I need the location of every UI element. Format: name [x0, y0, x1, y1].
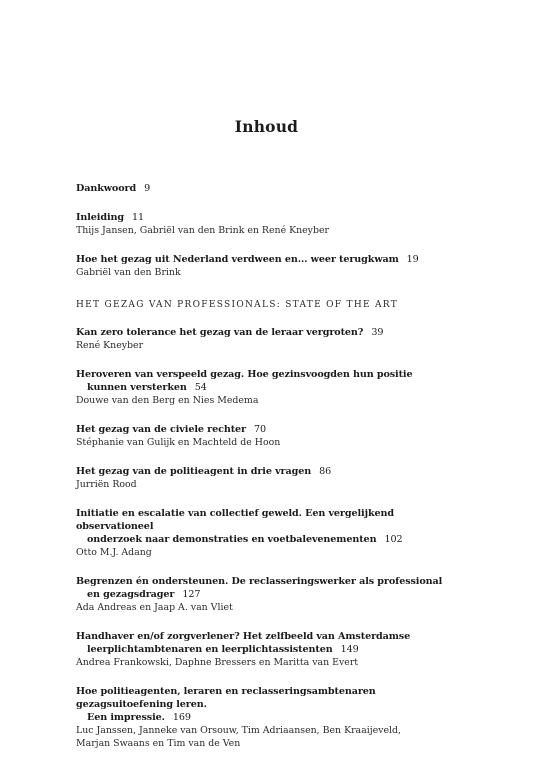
- toc-entry: [76, 465, 456, 491]
- toc-entry-authors: Douwe van den Berg en Nies Medema: [76, 395, 259, 406]
- toc-entry-authors: Marjan Swaans en Tim van de Ven: [76, 738, 241, 749]
- toc-entry-authors: Luc Janssen, Janneke van Orsouw, Tim Adriaansen, Ben Kraaijeveld,: [76, 725, 402, 736]
- toc-entry-authors: Jurriën Rood: [76, 479, 137, 490]
- toc-entry: [76, 211, 456, 237]
- toc-page-number: 19: [406, 254, 419, 265]
- toc-entry-title: [76, 253, 456, 266]
- toc-entry-title-line: Heroveren van verspeeld gezag. Hoe gezinsvoogden hun positie: [76, 369, 413, 380]
- toc-page-number: 86: [319, 466, 332, 477]
- toc-page-number: 169: [172, 712, 191, 723]
- toc-entry-title: [76, 507, 456, 546]
- toc-entry-title-line: Hoe politieagenten, leraren en reclasseringsambtenaren gezagsuitoefening leren.: [76, 686, 376, 710]
- toc-entry-authors: René Kneyber: [76, 340, 144, 351]
- toc-entry-title-line: Initiatie en escalatie van collectief geweld. Een vergelijkend observationeel: [76, 508, 394, 532]
- toc-page-number: 39: [371, 327, 384, 338]
- toc-entry-authors: Gabriël van den Brink: [76, 267, 181, 278]
- toc-entry: [76, 253, 456, 279]
- section-heading: HET GEZAG VAN PROFESSIONALS: STATE OF THE ART: [76, 300, 399, 310]
- toc-entry: [76, 575, 456, 614]
- toc-entry: [76, 368, 456, 407]
- page-title: Inhoud: [234, 117, 299, 136]
- toc-main-list: [76, 326, 456, 750]
- toc-entry-title-line: leerplichtambtenaren en leerplichtassistenten 149: [87, 644, 359, 655]
- toc-entry-title-line: Het gezag van de civiele rechter: [76, 424, 246, 435]
- toc-entry-title-line: onderzoek naar demonstraties en voetbalevenementen 102: [87, 534, 403, 545]
- toc-entry-title-line: Dankwoord: [76, 183, 137, 194]
- toc-page-number: 9: [144, 183, 151, 194]
- toc-entry-title-line: Handhaver en/of zorgverlener? Het zelfbeeld van Amsterdamse: [76, 631, 411, 642]
- toc-entry-authors: Andrea Frankowski, Daphne Bressers en Maritta van Evert: [76, 657, 359, 668]
- toc-entry: [76, 507, 456, 559]
- table-of-contents: [76, 182, 456, 766]
- toc-entry-title-line: Inleiding: [76, 212, 124, 223]
- toc-entry-authors: Stéphanie van Gulijk en Machteld de Hoon: [76, 437, 281, 448]
- toc-page-number: 11: [132, 212, 145, 223]
- toc-entry-title-line: en gezagsdrager 127: [87, 589, 201, 600]
- toc-entry-title-line: Begrenzen én ondersteunen. De reclasseringswerker als professional: [76, 576, 443, 587]
- toc-entry-title: [76, 326, 456, 339]
- toc-page-number: 54: [194, 382, 207, 393]
- toc-entry-title: [76, 182, 456, 195]
- toc-entry-title: [76, 465, 456, 478]
- toc-entry-authors: Otto M.J. Adang: [76, 547, 152, 558]
- toc-page-number: 102: [384, 534, 403, 545]
- toc-entry-title-line: kunnen versterken 54: [87, 382, 207, 393]
- toc-entry-title-line: Kan zero tolerance het gezag van de leraar vergroten?: [76, 327, 364, 338]
- toc-intro-list: [76, 182, 456, 279]
- toc-page-number: 70: [253, 424, 266, 435]
- toc-entry-title-line: Het gezag van de politieagent in drie vragen: [76, 466, 312, 477]
- toc-entry-title: [76, 575, 456, 601]
- toc-entry-authors: Thijs Jansen, Gabriël van den Brink en René Kneyber: [76, 225, 330, 236]
- toc-entry: [76, 182, 456, 195]
- toc-page-number: 149: [340, 644, 359, 655]
- toc-entry-title-line: Een impressie. 169: [87, 712, 191, 723]
- toc-entry-title-line: Hoe het gezag uit Nederland verdween en... weer terugkwam: [76, 254, 399, 265]
- toc-entry: [76, 685, 456, 750]
- toc-page-number: 127: [182, 589, 201, 600]
- toc-entry-title: [76, 630, 456, 656]
- toc-entry: [76, 423, 456, 449]
- toc-entry: [76, 326, 456, 352]
- toc-entry-authors: Ada Andreas en Jaap A. van Vliet: [76, 602, 233, 613]
- toc-entry-title: [76, 211, 456, 224]
- toc-entry-title: [76, 423, 456, 436]
- toc-entry-title: [76, 685, 456, 724]
- toc-entry: [76, 630, 456, 669]
- toc-entry-title: [76, 368, 456, 394]
